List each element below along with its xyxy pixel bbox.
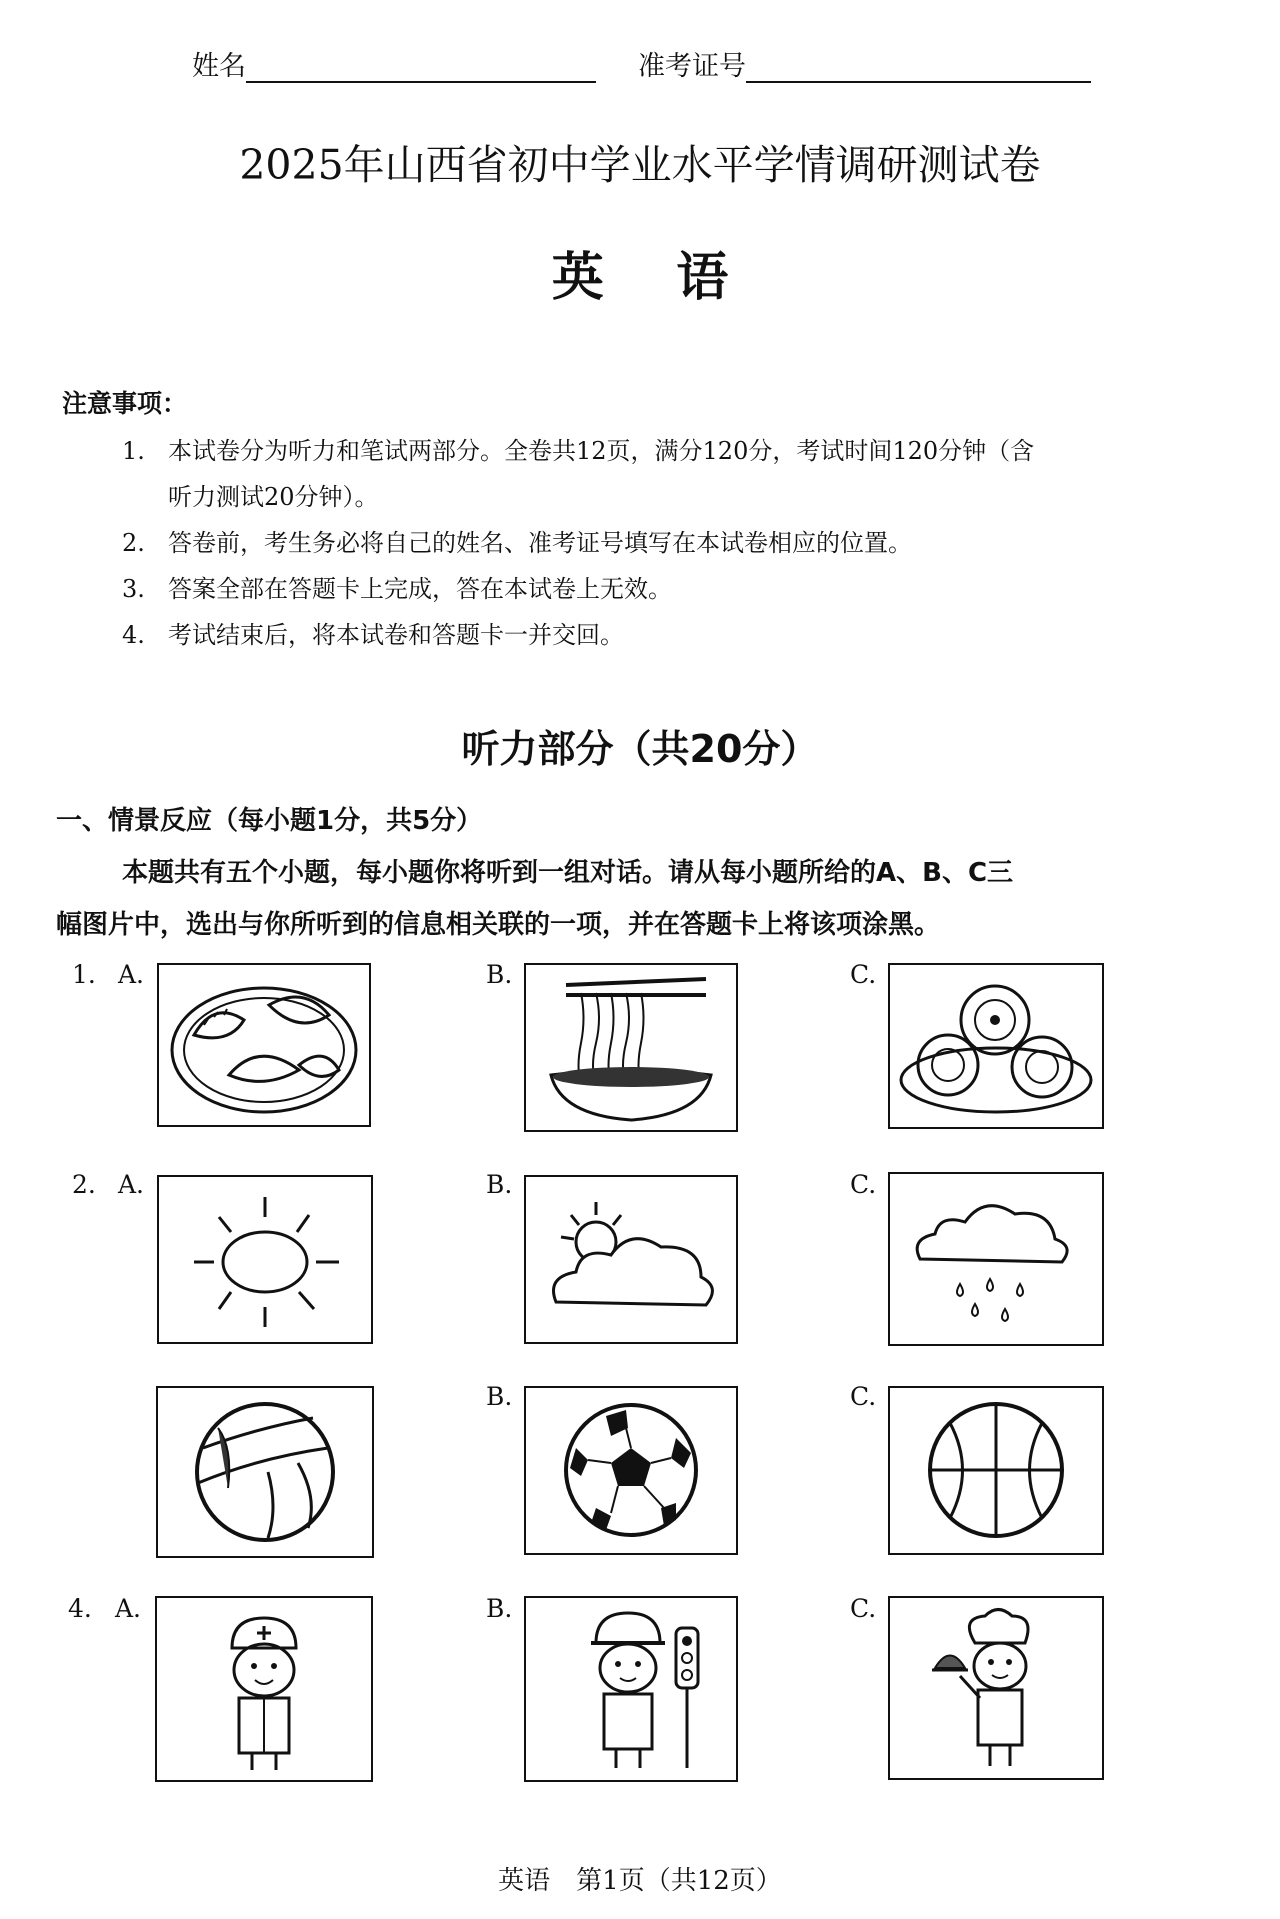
exam-title: 2025年山西省初中学业水平学情调研测试卷 — [239, 141, 1041, 189]
exam-id-field[interactable] — [638, 44, 1091, 83]
option-image-1a[interactable] — [157, 963, 371, 1127]
chef-icon — [890, 1598, 1102, 1778]
option-letter: A. — [115, 1594, 142, 1623]
option-letter: C. — [850, 1594, 877, 1623]
question-number: 2. — [72, 1170, 96, 1199]
option-image-4a[interactable] — [155, 1596, 373, 1782]
option-image-1c[interactable] — [888, 963, 1104, 1129]
notes-list — [122, 428, 1252, 658]
question-number: 1. — [72, 960, 96, 989]
instruction-line2: 幅图片中，选出与你所听到的信息相关联的一项，并在答题卡上将该项涂黑。 — [56, 910, 941, 940]
option-letter: B. — [486, 1382, 513, 1411]
traffic-police-icon — [526, 1598, 736, 1780]
note-item-continuation: 听力测试20分钟）。 — [168, 483, 379, 511]
option-image-4c[interactable] — [888, 1596, 1104, 1780]
option-image-3a[interactable] — [156, 1386, 374, 1558]
dumplings-icon — [159, 965, 369, 1125]
doctor-icon — [157, 1598, 371, 1780]
partly-cloudy-icon — [526, 1177, 736, 1342]
option-letter: B. — [486, 1170, 513, 1199]
volleyball-icon — [158, 1388, 372, 1556]
soccer-ball-icon — [526, 1388, 736, 1553]
name-label: 姓名 — [192, 51, 246, 82]
option-image-2c[interactable] — [888, 1172, 1104, 1346]
rain-cloud-icon — [890, 1174, 1102, 1344]
basketball-icon — [890, 1388, 1102, 1553]
option-letter: B. — [486, 960, 513, 989]
option-letter: C. — [850, 960, 877, 989]
option-letter: A. — [118, 960, 145, 989]
option-image-3b[interactable] — [524, 1386, 738, 1555]
instruction-line1: 本题共有五个小题，每小题你将听到一组对话。请从每小题所给的A、B、C三 — [122, 858, 1014, 888]
option-image-4b[interactable] — [524, 1596, 738, 1782]
option-image-2a[interactable] — [157, 1175, 373, 1344]
listening-title: 听力部分（共20分） — [461, 727, 819, 771]
name-field[interactable] — [192, 44, 596, 83]
note-item: 1. 本试卷分为听力和笔试两部分。全卷共12页，满分120分，考试时间120分钟（含 — [122, 437, 1035, 465]
mooncakes-icon — [890, 965, 1102, 1127]
option-image-2b[interactable] — [524, 1175, 738, 1344]
question-number: 4. — [68, 1594, 92, 1623]
page-footer: 英语 第1页（共12页） — [498, 1866, 782, 1896]
subject-title: 英 语 — [551, 248, 729, 308]
option-image-1b[interactable] — [524, 963, 738, 1132]
section1-title: 一、情景反应（每小题1分，共5分） — [56, 806, 483, 836]
option-letter: C. — [850, 1382, 877, 1411]
note-item: 2. 答卷前，考生务必将自己的姓名、准考证号填写在本试卷相应的位置。 — [122, 529, 912, 557]
exam-id-label: 准考证号 — [638, 51, 746, 82]
option-image-3c[interactable] — [888, 1386, 1104, 1555]
notes-heading: 注意事项： — [62, 389, 188, 418]
note-item: 4. 考试结束后，将本试卷和答题卡一并交回。 — [122, 621, 624, 649]
option-letter: C. — [850, 1170, 877, 1199]
option-letter: B. — [486, 1594, 513, 1623]
note-item: 3. 答案全部在答题卡上完成，答在本试卷上无效。 — [122, 575, 672, 603]
noodles-icon — [526, 965, 736, 1130]
sun-icon — [159, 1177, 371, 1342]
option-letter: A. — [118, 1170, 145, 1199]
